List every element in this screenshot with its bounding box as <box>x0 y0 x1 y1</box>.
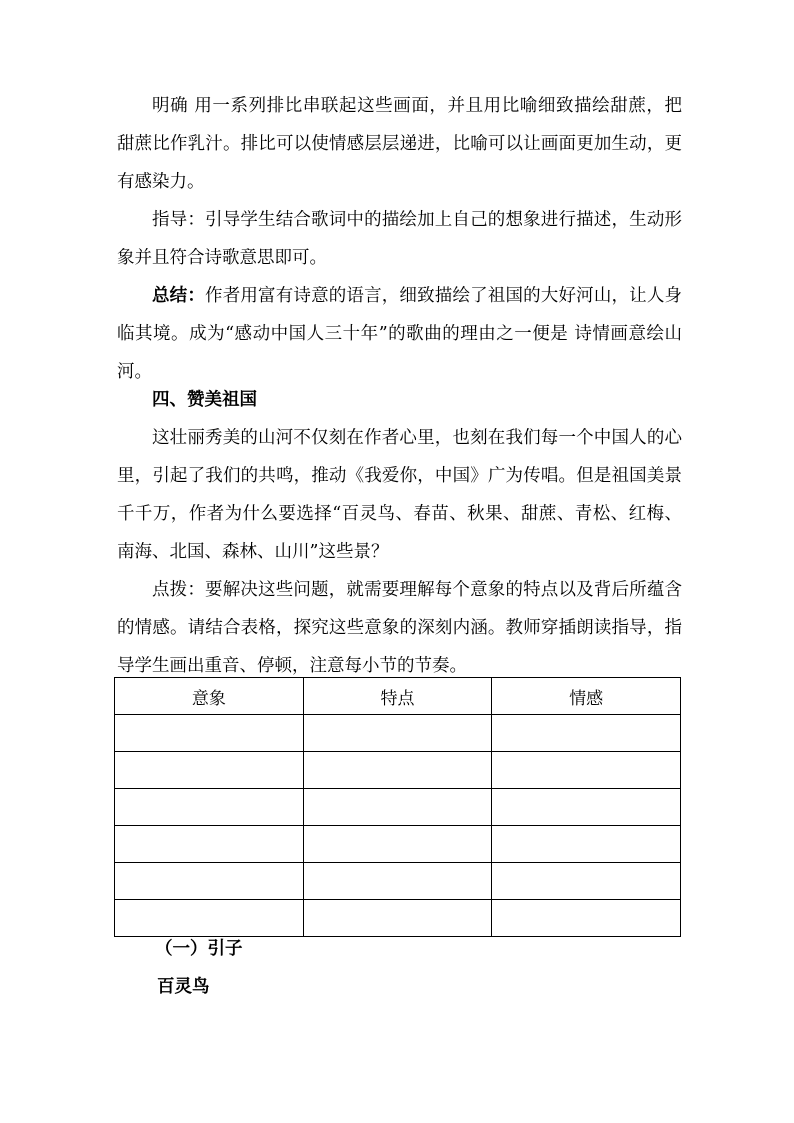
paragraph-intro-question: 这壮丽秀美的山河不仅刻在作者心里，也刻在我们每一个中国人的心里，引起了我们的共鸣，推动《我爱你，中国》广为传唱。但是祖国美景千千万，作者为什么要选择“百灵鸟、春苗、秋果、甜蔗、青松、红梅、南海、北国、森林、山川”这些景？ <box>117 428 682 562</box>
table-cell <box>115 863 304 900</box>
column-header-imagery: 意象 <box>115 678 304 715</box>
imagery-table <box>114 677 681 937</box>
sub-subsection-heading: 百灵鸟 <box>157 977 210 997</box>
table-cell <box>492 863 681 900</box>
table-cell <box>492 789 681 826</box>
table-cell <box>492 752 681 789</box>
table-row <box>115 863 681 900</box>
column-header-features: 特点 <box>303 678 492 715</box>
table-cell <box>303 900 492 937</box>
table-cell <box>492 826 681 863</box>
table-row <box>115 715 681 752</box>
table-row <box>115 789 681 826</box>
table-cell <box>303 789 492 826</box>
table-cell <box>303 826 492 863</box>
table-cell <box>115 789 304 826</box>
column-header-emotion: 情感 <box>492 678 681 715</box>
paragraph-explanation: 明确 用一系列排比串联起这些画面，并且用比喻细致描绘甜蔗，把甜蔗比作乳汁。排比可以使情感层层递进，比喻可以让画面更加生动，更有感染力。 <box>117 96 682 192</box>
table-cell <box>303 715 492 752</box>
table-cell <box>492 715 681 752</box>
table-row <box>115 826 681 863</box>
table-row <box>115 752 681 789</box>
paragraph-guidance: 指导：引导学生结合歌词中的描绘加上自己的想象进行描述，生动形象并且符合诗歌意思即可。 <box>117 210 682 268</box>
summary-label: 总结： <box>152 286 206 306</box>
table-cell <box>303 863 492 900</box>
table-cell <box>303 752 492 789</box>
table-cell <box>115 752 304 789</box>
subsection-heading: （一）引子 <box>155 939 243 959</box>
paragraph-summary <box>117 277 682 391</box>
table-cell <box>492 900 681 937</box>
table-cell <box>115 715 304 752</box>
paragraph-hint: 点拨：要解决这些问题，就需要理解每个意象的特点以及背后所蕴含的情感。请结合表格，探究这些意象的深刻内涵。教师穿插朗读指导，指导学生画出重音、停顿，注意每小节的节奏。 <box>117 580 682 676</box>
table-header-row <box>115 678 681 715</box>
section-heading: 四、赞美祖国 <box>152 390 257 410</box>
summary-text: 作者用富有诗意的语言，细致描绘了祖国的大好河山，让人身临其境。成为“感动中国人三十年”的歌曲的理由之一便是 诗情画意绘山河。 <box>117 286 683 382</box>
table-cell <box>115 826 304 863</box>
